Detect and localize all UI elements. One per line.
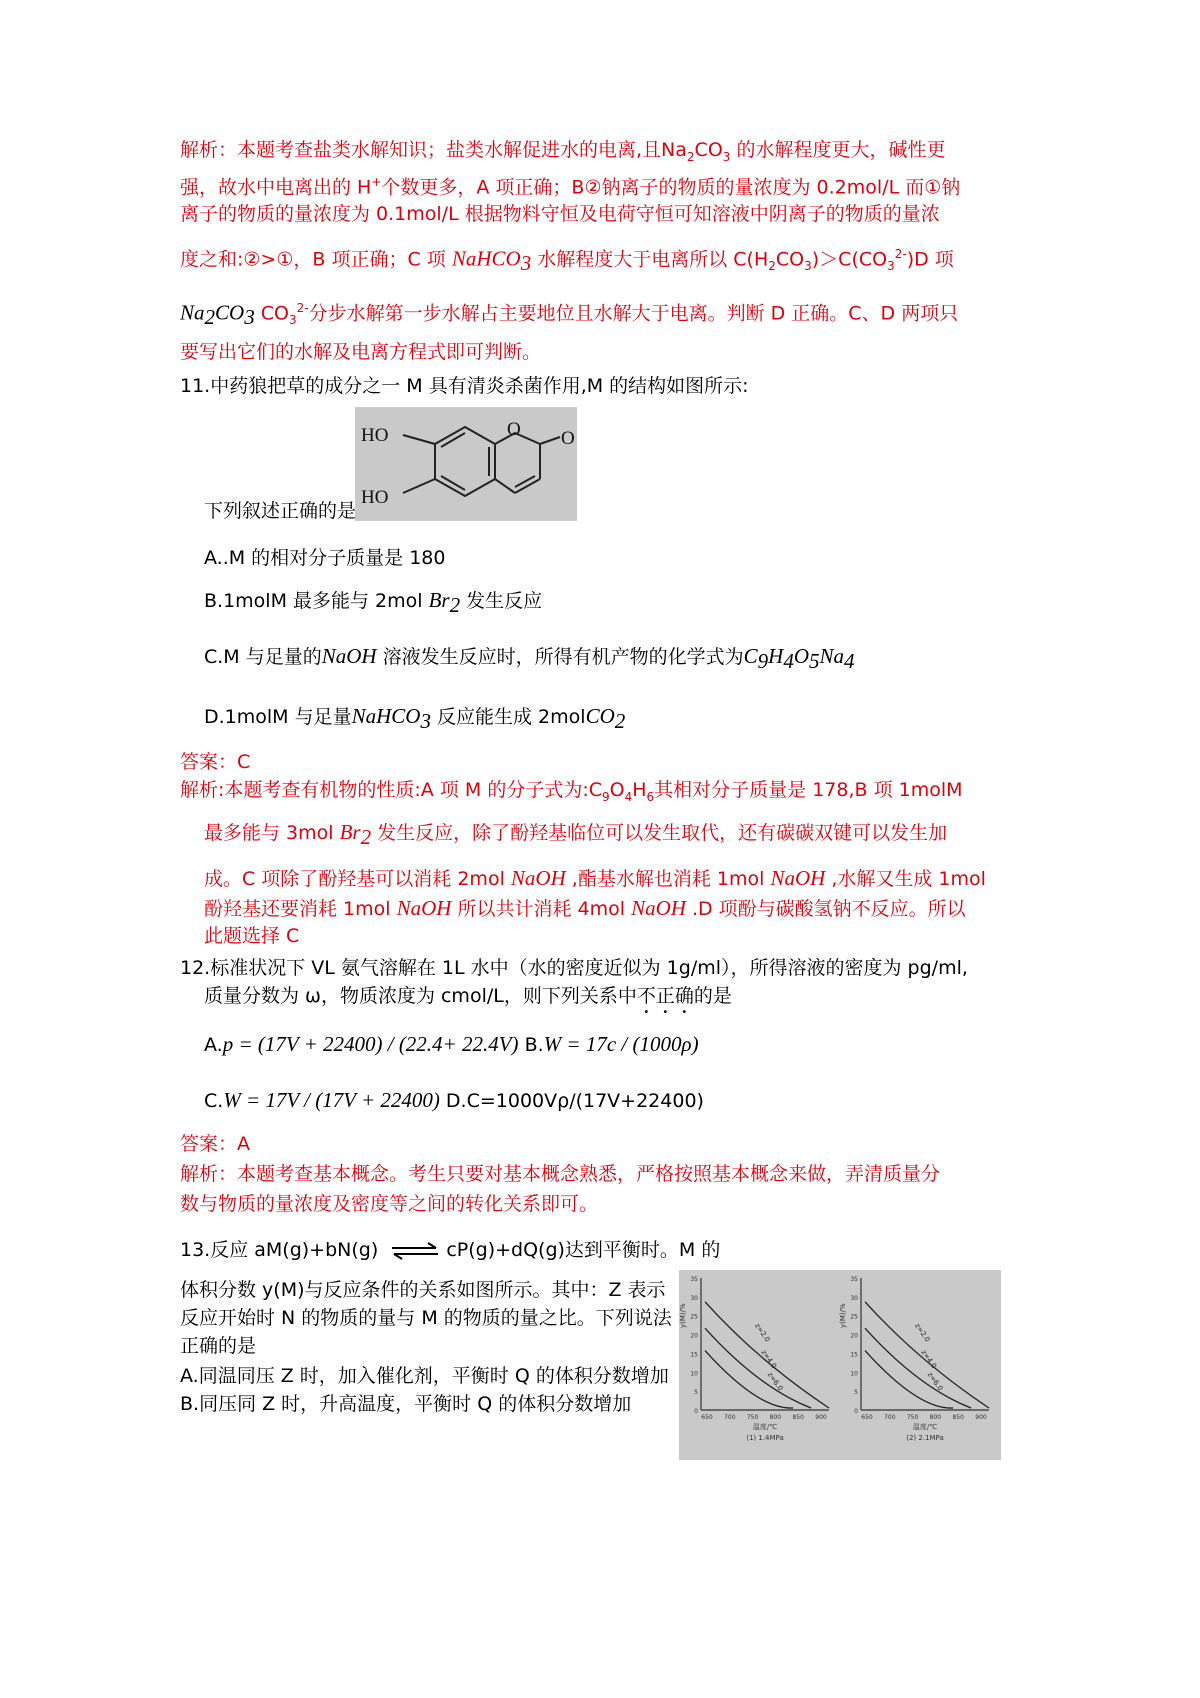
chart-left-ytick: 10 — [690, 1370, 698, 1378]
q13-option-a: A.同温同压 Z 时，加入催化剂，平衡时 Q 的体积分数增加 — [180, 1365, 669, 1387]
chart-right-xtick: 750 — [906, 1414, 919, 1421]
q11-option-d: D.1molM 与足量NaHCO$_3$ 反应能生成 2molCO$_2$ — [204, 704, 626, 733]
chart-right-ytick: 30 — [850, 1294, 858, 1302]
chart-left-curve-2 — [705, 1351, 793, 1408]
q13-stem-3: 反应开始时 N 的物质的量与 M 的物质的量之比。下列说法 — [180, 1307, 672, 1329]
q11-stem: 11.中药狼把草的成分之一 M 具有清炎杀菌作用,M 的结构如图所示: — [180, 375, 749, 397]
q11-option-b: B.1molM 最多能与 2mol $Br_2$ 发生反应 — [204, 588, 543, 617]
q11-analysis-line-2: 最多能与 3mol $Br_2$ 发生反应，除了酚羟基临位可以发生取代，还有碳碳双键可以发生加 — [204, 820, 948, 849]
q13-option-b: B.同压同 Z 时，升高温度，平衡时 Q 的体积分数增加 — [180, 1393, 632, 1415]
chart-left-ytick: 35 — [690, 1276, 698, 1283]
chart-right-ytick: 5 — [854, 1389, 858, 1397]
q10-analysis-line-4: 度之和:②>①，B 项正确；C 项 NaHCO$_3$ 水解程度大于电离所以 $C(H_2CO_3)>C(CO_3^{2-})D$ 项 — [180, 246, 954, 276]
chart-left-curve-label: z=6.0 — [765, 1370, 785, 1393]
chart-right-curve-2 — [865, 1351, 953, 1408]
q12-analysis-line-2: 数与物质的量浓度及密度等之间的转化关系即可。 — [180, 1193, 599, 1215]
q12-options-cd: C.W = 17V / (17V + 22400) D.C=1000Vρ/(17V+22400) — [204, 1088, 704, 1112]
q10-analysis-line-1: 解析：本题考查盐类水解知识；盐类水解促进水的电离,且$Na_2CO_3$ 的水解程度更大，碱性更 — [180, 139, 946, 164]
chart-right-ytick: 0 — [854, 1408, 858, 1415]
chart-right-ytick: 20 — [850, 1332, 858, 1340]
chart-left-ytick: 20 — [690, 1332, 698, 1340]
chart-right-xtick: 900 — [975, 1414, 987, 1421]
structure-label-o-carbonyl: O — [561, 428, 575, 449]
chart-left-xtick: 850 — [792, 1414, 804, 1421]
chart-right-curve-label: z=6.0 — [925, 1370, 945, 1393]
chart-left-curve-label: z=4.0 — [759, 1348, 778, 1371]
chart-right-caption: (2) 2.1MPa — [906, 1434, 944, 1442]
chart-left-xtick: 750 — [746, 1414, 759, 1421]
q11-structure-figure — [355, 407, 577, 521]
q13-charts — [679, 1270, 1001, 1460]
q11-analysis-line-4: 酚羟基还要消耗 1mol NaOH 所以共计消耗 4mol NaOH .D 项酚与碳酸氢钠不反应。所以 — [204, 896, 966, 920]
chart-right-ytick: 15 — [850, 1351, 858, 1359]
q10-analysis-line-6: 要写出它们的水解及电离方程式即可判断。 — [180, 341, 542, 363]
chart-left-caption: (1) 1.4MPa — [746, 1434, 784, 1442]
chart-right-xtick: 700 — [884, 1414, 896, 1421]
q13-chart-figure — [679, 1270, 1001, 1460]
chart-right-xtick: 800 — [929, 1414, 942, 1421]
chart-left-curve-label: z=2.0 — [753, 1322, 772, 1344]
q12-answer: 答案：A — [180, 1133, 250, 1155]
chart-left-ytick: 5 — [694, 1389, 698, 1397]
chart-left-ytick: 15 — [690, 1351, 698, 1359]
q13-stem-1: 13.反应 aM(g)+bN(g) cP(g)+dQ(g)达到平衡时。M 的 — [180, 1239, 721, 1261]
q11-analysis-line-3: 成。C 项除了酚羟基可以消耗 2mol NaOH ,酯基水解也消耗 1mol NaOH ,水解又生成 1mol — [204, 866, 986, 890]
structure-label-ho-bottom: HO — [361, 487, 389, 508]
q12-options-ab: A.p = (17V + 22400) / (22.4+ 22.4V) B.W = 17c / (1000ρ) — [204, 1032, 699, 1056]
chart-right-ytick: 10 — [850, 1370, 858, 1378]
chart-left-xtick: 650 — [701, 1414, 713, 1421]
q11-intro: 下列叙述正确的是 — [204, 500, 357, 522]
q12-stem-2: 质量分数为 ω，物质浓度为 cmol/L，则下列关系中不正确的是 — [204, 985, 732, 1007]
structure-label-o-ring: O — [507, 419, 521, 440]
q13-stem-2: 体积分数 y(M)与反应条件的关系如图所示。其中：Z 表示 — [180, 1279, 666, 1301]
q11-option-c: C.M 与足量的NaOH 溶液发生反应时，所得有机产物的化学式为$C_9H_4O_5Na_4$ — [204, 644, 855, 673]
chart-left-xtick: 800 — [769, 1414, 782, 1421]
q10-analysis-line-3: 离子的物质的量浓度为 0.1mol/L 根据物料守恒及电荷守恒可知溶液中阴离子的物质的量浓 — [180, 203, 940, 225]
structure-label-ho-top: HO — [361, 425, 389, 446]
q10-analysis-line-2: 强，故水中电离出的 H+个数更多，A 项正确；B②钠离子的物质的量浓度为 0.2mol/L 而①钠 — [180, 175, 961, 199]
chart-right-ytick: 35 — [850, 1276, 858, 1283]
q13-stem-4: 正确的是 — [180, 1335, 257, 1357]
chart-right-xtick: 650 — [861, 1414, 873, 1421]
chart-left-xtick: 900 — [815, 1414, 827, 1421]
chart-left-ylabel: y(M)/% — [679, 1303, 687, 1328]
q11-analysis-line-5: 此题选择 C — [204, 925, 300, 947]
q11-analysis-line-1: 解析:本题考查有机物的性质:A 项 M 的分子式为$:C_9O_4H_6$其相对分子质量是 178,B 项 1molM — [180, 779, 963, 804]
chart-left-ytick: 30 — [690, 1294, 698, 1302]
chart-right-curve-label: z=4.0 — [919, 1348, 938, 1371]
equilibrium-arrow-icon — [390, 1242, 440, 1260]
q11-option-a: A..M 的相对分子质量是 180 — [204, 547, 446, 569]
chart-left-xlabel: 温度/℃ — [752, 1423, 778, 1431]
chart-right-ytick: 25 — [850, 1313, 858, 1321]
chart-right-xtick: 850 — [952, 1414, 964, 1421]
q11-answer: 答案：C — [180, 751, 251, 773]
chart-left-xtick: 700 — [724, 1414, 736, 1421]
q12-stem-1: 12.标准状况下 VL 氨气溶解在 1L 水中（水的密度近似为 1g/ml），所得溶液的密度为 pg/ml, — [180, 957, 968, 979]
chart-right-ylabel: y(M)/% — [839, 1303, 847, 1328]
chart-left-ytick: 0 — [694, 1408, 698, 1415]
chart-left-ytick: 25 — [690, 1313, 698, 1321]
chart-right-xlabel: 温度/℃ — [912, 1423, 938, 1431]
q12-analysis-line-1: 解析：本题考查基本概念。考生只要对基本概念熟悉，严格按照基本概念来做，弄清质量分 — [180, 1163, 941, 1185]
q10-analysis-line-5: $Na_2CO_3$ $CO_3^{2-}$分步水解第一步水解占主要地位且水解大于电离。判断 D 正确。C、D 两项只 — [180, 300, 959, 330]
chart-right-curve-label: z=2.0 — [913, 1322, 932, 1344]
